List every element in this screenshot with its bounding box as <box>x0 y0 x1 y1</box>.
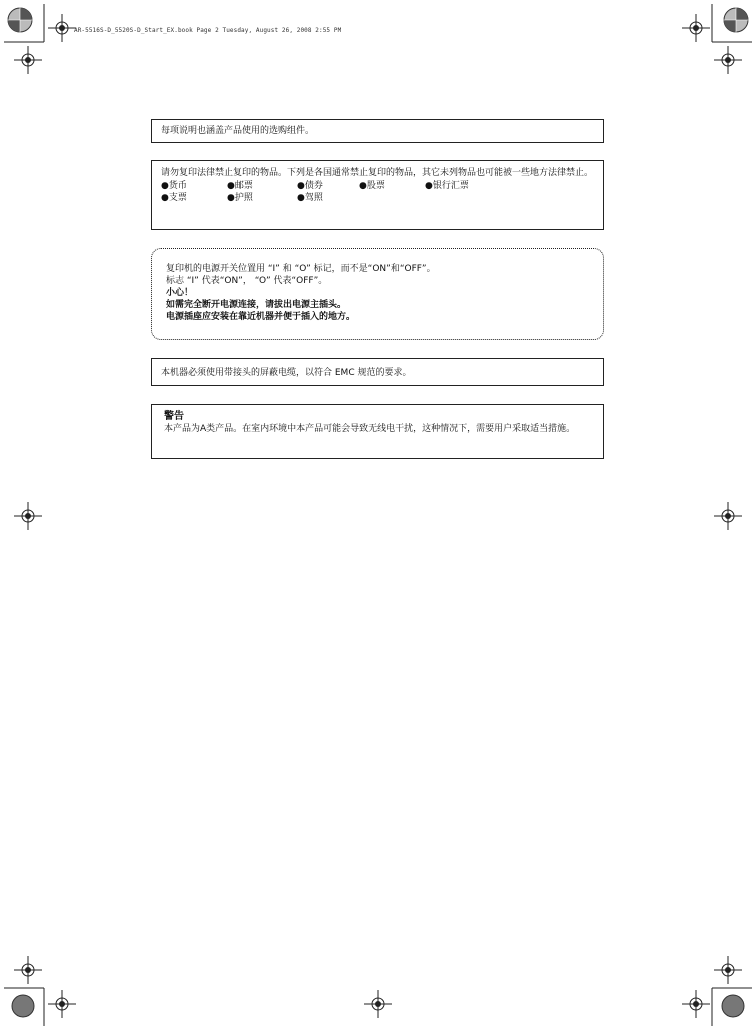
item-label: 支票 <box>168 193 187 203</box>
item-label: 股票 <box>366 181 385 191</box>
notice-intro: 请勿复印法律禁止复印的物品。下列是各国通常禁止复印的物品，其它未列物品也可能被一些地方法律禁止。 <box>161 168 594 178</box>
bullet-icon: ● <box>297 181 305 191</box>
bullet-icon: ● <box>227 193 235 203</box>
emc-text: 本机器必须使用带接头的屏蔽电缆，以符合 EMC 规范的要求。 <box>161 368 412 378</box>
item-label: 货币 <box>168 181 187 191</box>
switch-meaning-line: 标志 “I” 代表“ON”， “O” 代表“OFF”。 <box>166 276 328 286</box>
item-label: 债券 <box>304 181 323 191</box>
item-label: 护照 <box>234 193 253 203</box>
bullet-icon: ● <box>359 181 367 191</box>
bullet-icon: ● <box>297 193 305 203</box>
warning-title: 警告 <box>164 411 184 422</box>
item-label: 银行汇票 <box>432 181 469 191</box>
warning-text: 本产品为A类产品。在室内环境中本产品可能会导致无线电干扰，这种情况下，需要用户采取适当措施。 <box>164 424 576 434</box>
caution-line-socket: 电源插座应安装在靠近机器并便于插入的地方。 <box>166 312 356 322</box>
switch-marking-line: 复印机的电源开关位置用 “I” 和 “O” 标记，而不是“ON”和“OFF”。 <box>166 264 436 274</box>
item-label: 驾照 <box>304 193 323 203</box>
caution-line-unplug: 如需完全断开电源连接，请拔出电源主插头。 <box>166 300 347 310</box>
bullet-icon: ● <box>227 181 235 191</box>
bullet-icon: ● <box>161 181 169 191</box>
bullet-icon: ● <box>425 181 433 191</box>
book-header-line: AR-5516S-D_5520S-D_Start_EX.book Page 2 Tuesday, August 26, 2008 2:55 PM <box>74 27 342 34</box>
item-label: 邮票 <box>234 181 253 191</box>
note-text: 每项说明也涵盖产品使用的选购组件。 <box>161 126 315 136</box>
caution-title: 小心！ <box>166 288 194 298</box>
bullet-icon: ● <box>161 193 169 203</box>
